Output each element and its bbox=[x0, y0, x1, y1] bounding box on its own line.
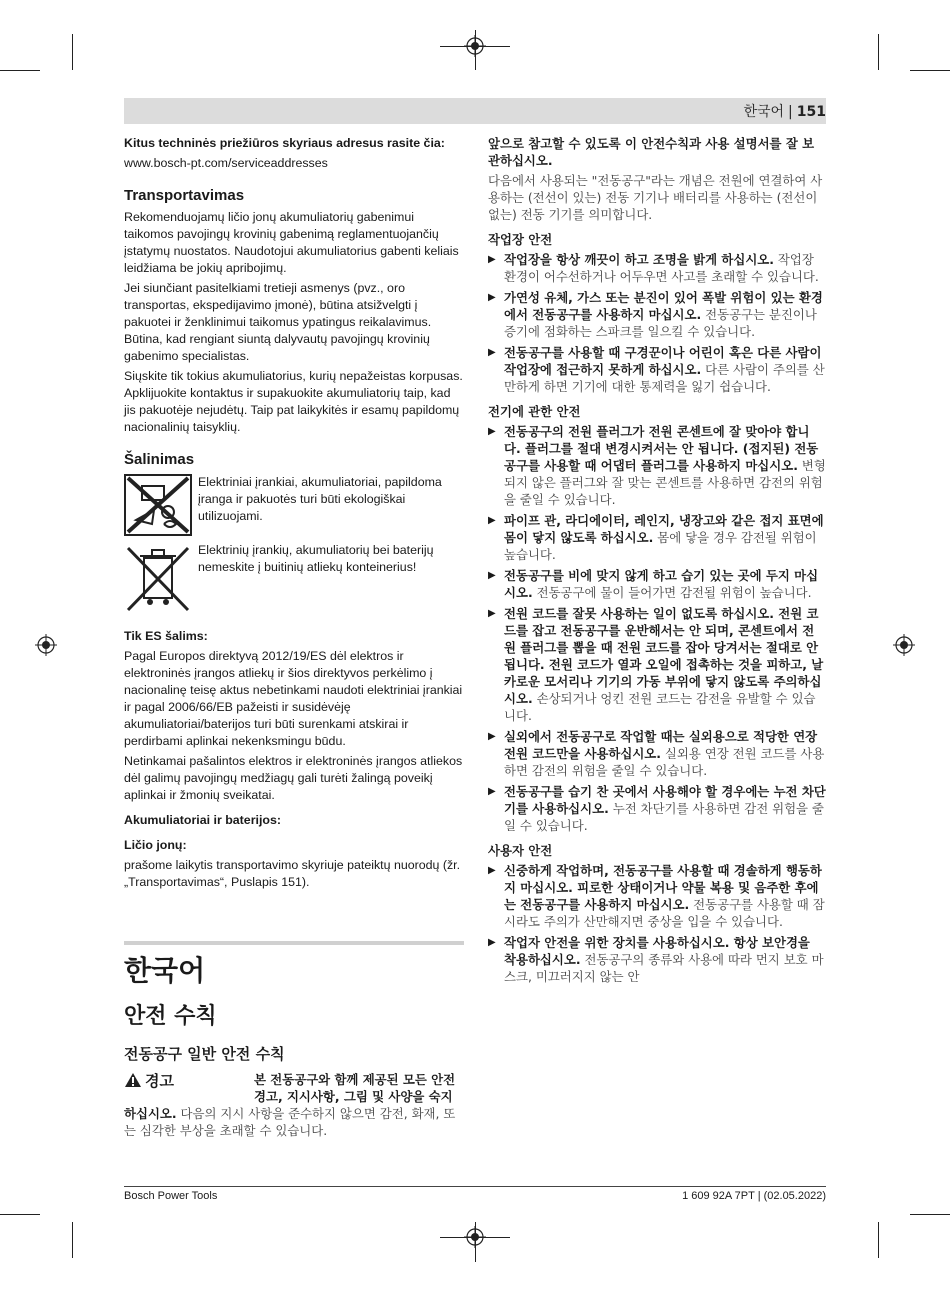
warning-text: 다음의 지시 사항을 준수하지 않으면 감전, 화재, 또는 심각한 부상을 초래할 수 있습니다. bbox=[124, 1106, 456, 1138]
list-item bbox=[488, 728, 826, 779]
item-text: 누전 차단기를 사용하면 감전 위험을 줄일 수 있습니다. bbox=[504, 801, 824, 833]
crop-mark bbox=[878, 34, 879, 70]
warning-bold-text: 본 전동공구와 함께 제공된 모든 안전경고, 지시사항, 그림 및 사양을 숙지하십시오. bbox=[124, 1072, 456, 1121]
list-item bbox=[488, 251, 826, 285]
electrical-heading: 전기에 관한 안전 bbox=[488, 404, 581, 419]
list-item bbox=[488, 567, 826, 601]
korean-language-title: 한국어 bbox=[124, 954, 206, 987]
disposal-text: Elektrinių įrankių, akumuliatorių bei baterijų nemeskite į buitinių atliekų konteinerius! bbox=[198, 543, 434, 574]
list-item bbox=[488, 423, 826, 508]
item-bold: 전동공구를 사용할 때 구경꾼이나 어린이 혹은 다른 사람이 작업장에 접근하지 못하게 하십시오. bbox=[504, 345, 822, 377]
item-bold: 전동공구를 비에 맞지 않게 하고 습기 있는 곳에 두지 마십시오. bbox=[504, 568, 819, 600]
item-text: 다른 사람이 주의를 산만하게 하면 기기에 대한 통제력을 잃기 쉽습니다. bbox=[504, 362, 825, 394]
item-text: 변형되지 않은 플러그와 잘 맞는 콘센트를 사용하면 감전의 위험을 줄일 수 있습니다. bbox=[504, 458, 826, 507]
eu-paragraph: Netinkamai pašalintos elektros ir elektroninės įrangos atliekos dėl galimų pavojingų medžiagų gali turėti žalingą poveikį aplinkai ir žmonių sveikatai. bbox=[124, 754, 463, 802]
item-text: 작업장 환경이 어수선하거나 어두우면 사고를 초래할 수 있습니다. bbox=[504, 252, 819, 284]
footer-rule bbox=[124, 1186, 826, 1187]
work-area-list bbox=[488, 251, 826, 395]
crop-mark bbox=[72, 34, 73, 70]
registration-mark-icon bbox=[464, 1226, 486, 1248]
crossed-bin-icon bbox=[124, 542, 192, 614]
eu-heading: Tik ES šalims: bbox=[124, 629, 208, 643]
personal-safety-list bbox=[488, 862, 826, 985]
item-bold: 작업자 안전을 위한 장치를 사용하십시오. 항상 보안경을 착용하십시오. bbox=[504, 935, 810, 967]
footer-doc-number: 1 609 92A 7PT | (02.05.2022) bbox=[682, 1190, 826, 1202]
list-item bbox=[488, 512, 826, 563]
registration-mark-icon bbox=[35, 634, 57, 656]
page-header bbox=[124, 98, 826, 124]
list-item bbox=[488, 289, 826, 340]
keep-instructions: 앞으로 참고할 수 있도록 이 안전수칙과 사용 설명서를 잘 보관하십시오. bbox=[488, 136, 815, 168]
service-label: Kitus techninės priežiūros skyriaus adresus rasite čia: bbox=[124, 136, 445, 150]
list-item bbox=[488, 934, 826, 985]
item-text: 전동공구를 사용할 때 잠시라도 주의가 산만해지면 중상을 입을 수 있습니다. bbox=[504, 897, 825, 929]
transport-paragraph: Rekomenduojamų ličio jonų akumuliatorių gabenimui taikomos pavojingų krovinių gabenimą reglamentuojančių įstatymų nuostatos. Naudotojui akumuliatorius gabenti keliais leidžiama be jokių apribojimų. bbox=[124, 210, 459, 275]
left-column bbox=[124, 135, 464, 1139]
section-divider bbox=[124, 941, 464, 945]
header-text bbox=[743, 101, 826, 121]
service-url[interactable]: www.bosch-pt.com/serviceaddresses bbox=[124, 156, 328, 170]
crop-mark bbox=[910, 1214, 950, 1215]
recycle-symbol-icon bbox=[124, 474, 192, 536]
item-bold: 파이프 관, 라디에이터, 레인지, 냉장고와 같은 접지 표면에 몸이 닿지 않도록 하십시오. bbox=[504, 513, 824, 545]
safety-title: 안전 수칙 bbox=[124, 1004, 217, 1029]
item-bold: 가연성 유체, 가스 또는 분진이 있어 폭발 위험이 있는 환경에서 전동공구를 사용하지 마십시오. bbox=[504, 290, 823, 322]
transport-paragraph: Jei siunčiant pasitelkiami tretieji asmenys (pvz., oro transportas, ekspedijavimo įmonė), būtina atsižvelgti į pakuotei ir ženklinimui taikomus ypatingus reikalavimus. Būtina, kad rengiant siuntą dalyvautų pavojingų krovinių gabenimo specialistas. bbox=[124, 281, 432, 363]
disposal-text: Elektriniai įrankiai, akumuliatoriai, papildoma įranga ir pakuotės turi būti ekologiškai utilizuojami. bbox=[198, 475, 442, 523]
transport-heading: Transportavimas bbox=[124, 187, 245, 204]
item-bold: 전동공구의 전원 플러그가 전원 콘센트에 잘 맞아야 합니다. 플러그를 절대 변경시켜서는 안 됩니다. (접지된) 전동공구를 사용할 때 어댑터 플러그를 사용하지 마십시오. bbox=[504, 424, 819, 473]
disposal-heading: Šalinimas bbox=[124, 451, 195, 468]
general-safety-title: 전동공구 일반 안전 수칙 bbox=[124, 1045, 285, 1063]
page-number: 151 bbox=[796, 104, 826, 120]
list-item bbox=[488, 605, 826, 724]
warning-block bbox=[124, 1071, 464, 1139]
header-separator: | bbox=[788, 104, 793, 120]
item-text: 실외용 연장 전원 코드를 사용하면 감전의 위험을 줄일 수 있습니다. bbox=[504, 746, 825, 778]
personal-safety-heading: 사용자 안전 bbox=[488, 843, 553, 858]
crop-mark bbox=[72, 1222, 73, 1258]
crop-mark bbox=[0, 70, 40, 71]
right-column bbox=[488, 135, 826, 989]
item-text: 몸에 닿을 경우 감전될 위험이 높습니다. bbox=[504, 530, 817, 562]
header-language: 한국어 bbox=[743, 104, 785, 120]
liion-paragraph: prašome laikytis transportavimo skyriuje pateiktų nuorodų (žr. „Transportavimas“, Puslapis 151). bbox=[124, 858, 461, 889]
item-bold: 작업장을 항상 깨끗이 하고 조명을 밝게 하십시오. bbox=[504, 252, 774, 267]
item-bold: 실외에서 전동공구로 작업할 때는 실외용으로 적당한 연장 전원 코드만을 사용하십시오. bbox=[504, 729, 818, 761]
warning-word: 경고 bbox=[145, 1072, 174, 1090]
transport-paragraph: Siųskite tik tokius akumuliatorius, kurių nepažeistas korpusas. Apklijuokite kontaktus ir supakuokite akumuliatorių taip, kad jis pakuotėje nejudėtų. Taip pat laikykitės ir esamų papildomų nacionalinių taisyklių. bbox=[124, 369, 463, 434]
crop-mark bbox=[0, 1214, 40, 1215]
item-bold: 신중하게 작업하며, 전동공구를 사용할 때 경솔하게 행동하지 마십시오. 피로한 상태이거나 약물 복용 및 음주한 후에는 전동공구를 사용하지 마십시오. bbox=[504, 863, 822, 912]
item-text: 전동공구는 분진이나 증기에 점화하는 스파크를 일으킬 수 있습니다. bbox=[504, 307, 817, 339]
crop-mark bbox=[910, 70, 950, 71]
list-item bbox=[488, 344, 826, 395]
eu-paragraph: Pagal Europos direktyvą 2012/19/ES dėl elektros ir elektroninės įrangos atliekų ir šios direktyvos perkėlimo į nacionalinę teisę aktus nebetinkami naudoti elektriniai įrankiai ir pagal 2006/66/EB pažeisti ir susidėvėję akumuliatoriai/baterijos turi būti surenkami atskirai ir perdirbami aplinkai nekenksmingu būdu. bbox=[124, 649, 463, 748]
list-item bbox=[488, 783, 826, 834]
work-area-heading: 작업장 안전 bbox=[488, 232, 553, 247]
electrical-list bbox=[488, 423, 826, 834]
definition-paragraph: 다음에서 사용되는 "전동공구"라는 개념은 전원에 연결하여 사용하는 (전선이 있는) 전동 기기나 배터리를 사용하는 (전선이 없는) 전동 기기를 의미합니다. bbox=[488, 173, 823, 222]
item-bold: 전원 코드를 잘못 사용하는 일이 없도록 하십시오. 전원 코드를 잡고 전동공구를 운반해서는 안 되며, 콘센트에서 전원 플러그를 뽑을 때 전원 코드를 잡아 당겨서는 절대로 안 됩니다. 전원 코드가 열과 오일에 접촉하는 것을 피하고, 날카로운 모서리나 기기의 가동 부위에 닿지 않도록 주의하십시오. bbox=[504, 606, 824, 706]
footer-brand: Bosch Power Tools bbox=[124, 1190, 218, 1202]
list-item bbox=[488, 862, 826, 930]
crop-mark bbox=[878, 1222, 879, 1258]
item-text: 손상되거나 엉킨 전원 코드는 감전을 유발할 수 있습니다. bbox=[504, 691, 816, 723]
disposal-item bbox=[124, 542, 464, 614]
registration-mark-icon bbox=[893, 634, 915, 656]
item-bold: 전동공구를 습기 찬 곳에서 사용해야 할 경우에는 누전 차단기를 사용하십시오. bbox=[504, 784, 826, 816]
registration-mark-icon bbox=[464, 35, 486, 57]
batteries-heading: Akumuliatoriai ir baterijos: bbox=[124, 813, 281, 827]
liion-heading: Ličio jonų: bbox=[124, 838, 187, 852]
disposal-item bbox=[124, 474, 464, 536]
item-text: 전동공구의 종류와 사용에 따라 먼지 보호 마스크, 미끄러지지 않는 안 bbox=[504, 952, 824, 984]
warning-icon bbox=[124, 1072, 142, 1088]
warning-label bbox=[124, 1071, 254, 1091]
item-text: 전동공구에 물이 들어가면 감전될 위험이 높습니다. bbox=[532, 585, 812, 600]
